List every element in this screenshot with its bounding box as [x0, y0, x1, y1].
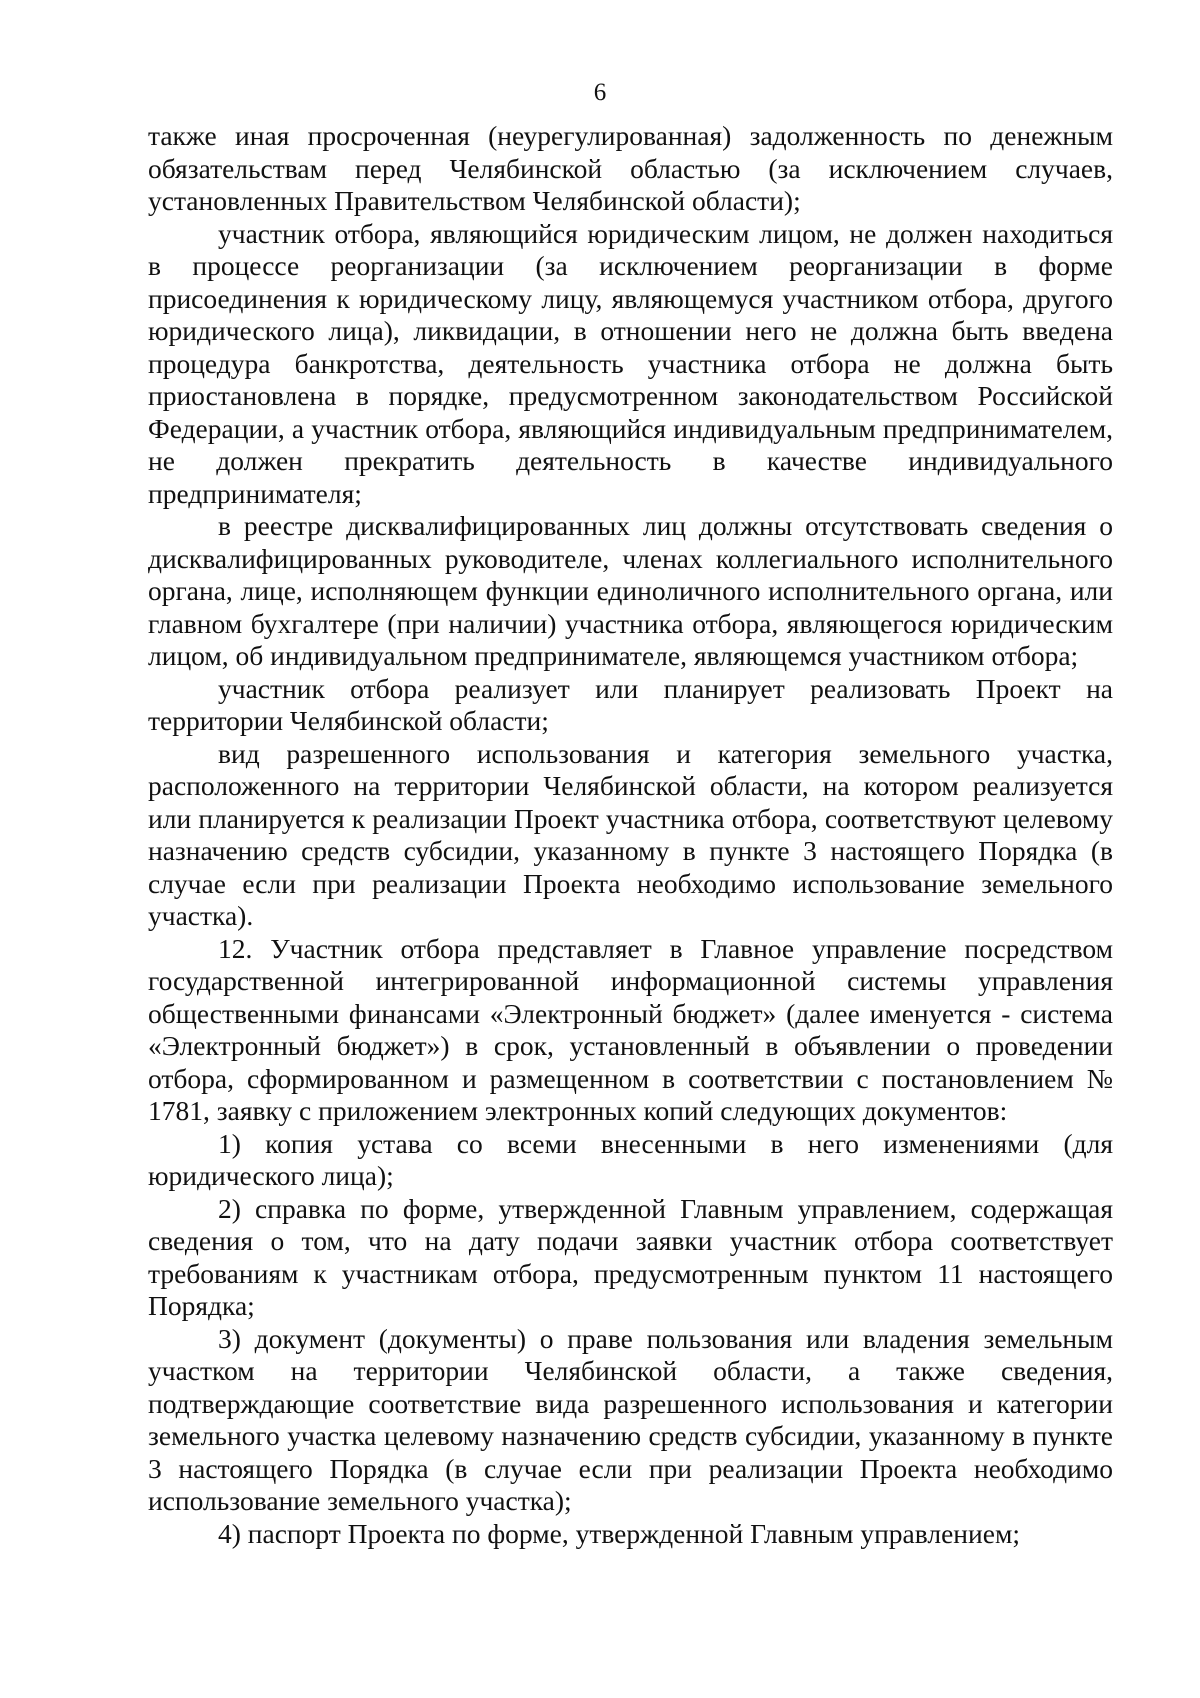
paragraph-land-plot: вид разрешенного использования и категория земельного участка, расположенного на территории Челябинской области, на котором реализуется или планируется к реализации Проект участника отбора, соответствуют целевому назначению средств субсидии, указанному в пункте 3 настоящего Порядка (в случае если при реализации Проекта необходимо использование земельного участка). [148, 737, 1113, 931]
paragraph-continuation: также иная просроченная (неурегулированная) задолженность по денежным обязательствам перед Челябинской областью (за исключением случаев, установленных Правительством Челябинской области); [148, 120, 1113, 216]
paragraph-reorganization: участник отбора, являющийся юридическим лицом, не должен находиться в процессе реорганизации (за исключением реорганизации в форме присоединения к юридическому лицу, являющемуся участником отбора, другого юридического лица), ликвидации, в отношении него не должна быть введена процедура банкротства, деятельность участника отбора не должна быть приостановлена в порядке, предусмотренном законодательством Российской Федерации, а участник отбора, являющийся индивидуальным предпринимателем, не должен прекратить деятельность в качестве индивидуального предпринимателя; [148, 217, 1113, 509]
list-item-land-documents: 3) документ (документы) о праве пользования или владения земельным участком на территории Челябинской области, а также сведения, подтверждающие соответствие вида разрешенного использования и категории земельного участка целевому назначению средств субсидии, указанному в пункте 3 настоящего Порядка (в случае если при реализации Проекта необходимо использование земельного участка); [148, 1322, 1113, 1516]
page-number: 6 [593, 79, 607, 106]
document-body [148, 120, 1113, 1550]
list-item-certificate: 2) справка по форме, утвержденной Главным управлением, содержащая сведения о том, что на дату подачи заявки участник отбора соответствует требованиям к участникам отбора, предусмотренным пунктом 11 настоящего Порядка; [148, 1192, 1113, 1321]
paragraph-clause-12: 12. Участник отбора представляет в Главное управление посредством государственной интегрированной информационной системы управления общественными финансами «Электронный бюджет» (далее именуется - система «Электронный бюджет») в срок, установленный в объявлении о проведении отбора, сформированном и размещенном в соответствии с постановлением № 1781, заявку с приложением электронных копий следующих документов: [148, 932, 1113, 1126]
list-item-charter: 1) копия устава со всеми внесенными в него изменениями (для юридического лица); [148, 1127, 1113, 1191]
paragraph-project-territory: участник отбора реализует или планирует реализовать Проект на территории Челябинской области; [148, 672, 1113, 736]
list-item-project-passport: 4) паспорт Проекта по форме, утвержденной Главным управлением; [218, 1517, 1020, 1549]
paragraph-disqualified-persons: в реестре дисквалифицированных лиц должны отсутствовать сведения о дисквалифицированных руководителе, членах коллегиального исполнительного органа, лице, исполняющем функции единоличного исполнительного органа, или главном бухгалтере (при наличии) участника отбора, являющегося юридическим лицом, об индивидуальном предпринимателе, являющемся участником отбора; [148, 510, 1113, 671]
